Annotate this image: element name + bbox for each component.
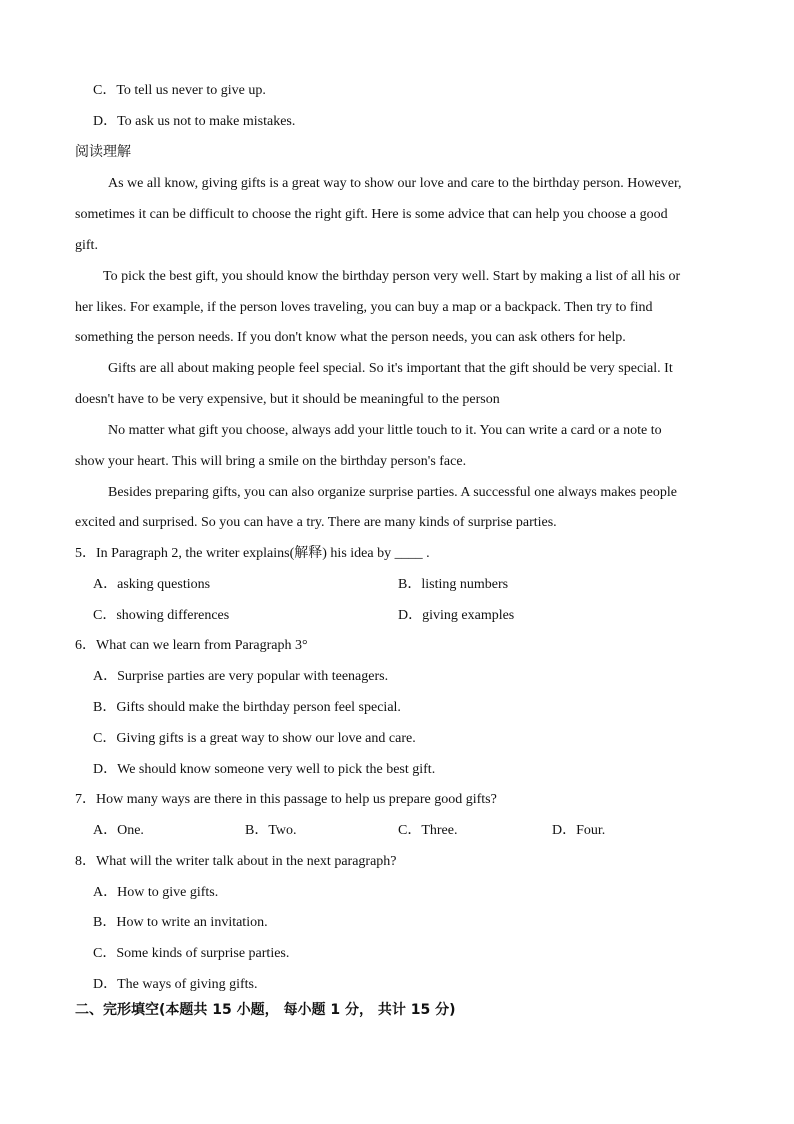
question-8-option-a[interactable]: A．How to give gifts. — [93, 885, 219, 900]
question-7-option-b[interactable]: B．Two. — [245, 823, 297, 838]
question-5-option-d[interactable]: D．giving examples — [398, 608, 515, 623]
section-heading-cloze: 二、完形填空(本题共 15 小题， 每小题 1 分， 共计 15 分) — [75, 1002, 456, 1018]
question-6-option-b[interactable]: B．Gifts should make the birthday person feel special. — [93, 700, 401, 715]
passage-line: No matter what gift you choose, always add your little touch to it. You can write a card or a note to — [108, 423, 662, 438]
question-7-option-c[interactable]: C．Three. — [398, 823, 458, 838]
passage-line: Besides preparing gifts, you can also organize surprise parties. A successful one always makes people — [108, 485, 677, 500]
question-6-stem: 6．What can we learn from Paragraph 3° — [75, 638, 308, 653]
question-8-option-b[interactable]: B．How to write an invitation. — [93, 915, 268, 930]
question-6-option-a[interactable]: A．Surprise parties are very popular with teenagers. — [93, 669, 389, 684]
passage-line: her likes. For example, if the person loves traveling, you can buy a map or a backpack. Then try to find — [75, 300, 653, 315]
question-6-option-d[interactable]: D．We should know someone very well to pick the best gift. — [93, 762, 436, 777]
question-5-option-a[interactable]: A．asking questions — [93, 577, 211, 592]
passage-line: excited and surprised. So you can have a try. There are many kinds of surprise parties. — [75, 515, 557, 530]
question-7-stem: 7．How many ways are there in this passage to help us prepare good gifts? — [75, 792, 497, 807]
question-8-option-d[interactable]: D．The ways of giving gifts. — [93, 977, 258, 992]
option-c-prev: C．To tell us never to give up. — [93, 83, 266, 98]
question-5-stem: 5．In Paragraph 2, the writer explains(解释) his idea by ____ . — [75, 546, 430, 561]
passage-line: show your heart. This will bring a smile on the birthday person's face. — [75, 454, 467, 469]
passage-line: sometimes it can be difficult to choose the right gift. Here is some advice that can help you choose a good — [75, 207, 668, 222]
question-7-option-d[interactable]: D．Four. — [552, 823, 606, 838]
question-5-option-b[interactable]: B．listing numbers — [398, 577, 509, 592]
passage-line: Gifts are all about making people feel special. So it's important that the gift should be very special. It — [108, 361, 673, 376]
passage-line: doesn't have to be very expensive, but it should be meaningful to the person — [75, 392, 500, 407]
option-d-prev: D．To ask us not to make mistakes. — [93, 114, 296, 129]
question-8-stem: 8．What will the writer talk about in the next paragraph? — [75, 854, 397, 869]
passage-line: gift. — [75, 238, 98, 253]
question-7-option-a[interactable]: A．One. — [93, 823, 144, 838]
passage-line: To pick the best gift, you should know the birthday person very well. Start by making a list of all his or — [103, 269, 681, 284]
question-8-option-c[interactable]: C．Some kinds of surprise parties. — [93, 946, 290, 961]
passage-line: As we all know, giving gifts is a great way to show our love and care to the birthday person. However, — [108, 176, 682, 191]
question-5-option-c[interactable]: C．showing differences — [93, 608, 230, 623]
passage-line: something the person needs. If you don't know what the person needs, you can ask others for help. — [75, 330, 626, 345]
question-6-option-c[interactable]: C．Giving gifts is a great way to show our love and care. — [93, 731, 416, 746]
reading-heading: 阅读理解 — [75, 145, 131, 160]
